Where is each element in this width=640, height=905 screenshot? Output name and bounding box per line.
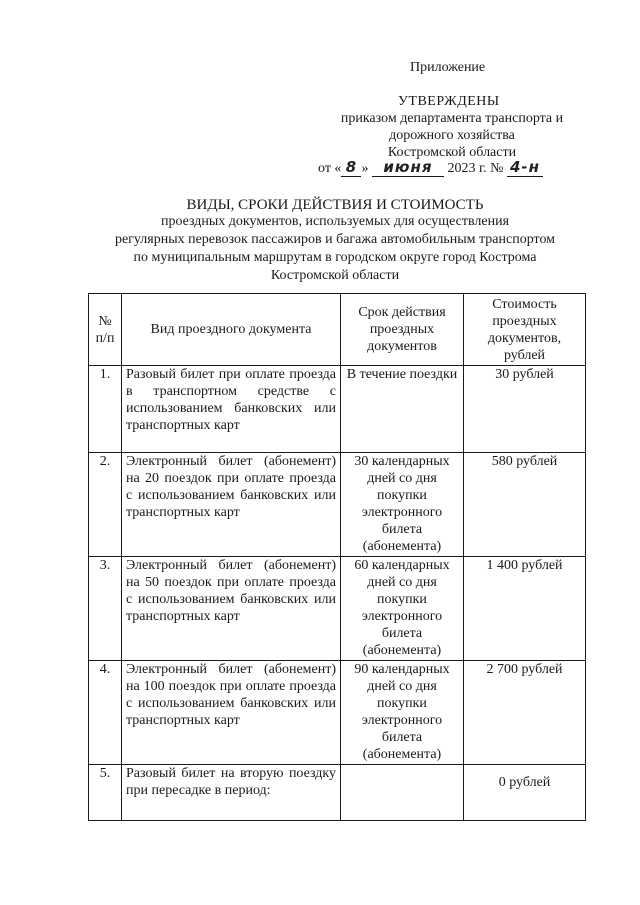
row-term: 90 календарных дней со дня покупки электронного билета (абонемента) (341, 661, 464, 765)
row-type: Электронный билет (абонемент) на 50 поездок при оплате проезда с использованием банковских или транспортных карт (122, 557, 341, 661)
subtitle-line-4: Костромской области (270, 268, 400, 283)
header-term: Срок действия проездных документов (341, 294, 464, 366)
approved-label: УТВЕРЖДЕНЫ (398, 94, 500, 109)
header-type: Вид проездного документа (122, 294, 341, 366)
date-month: июня (372, 158, 444, 177)
row-cost: 1 400 рублей (464, 557, 586, 661)
document-title: ВИДЫ, СРОКИ ДЕЙСТВИЯ И СТОИМОСТЬ (186, 197, 484, 213)
table-row (89, 661, 586, 765)
date-prefix: от « (318, 161, 342, 176)
table-header-row (89, 294, 586, 366)
row-type: Электронный билет (абонемент) на 100 поездок при оплате проезда с использованием банковских или транспортных карт (122, 661, 341, 765)
documents-table (88, 293, 586, 821)
order-line-1: приказом департамента транспорта и (340, 111, 564, 126)
row-term (341, 765, 464, 821)
row-type: Электронный билет (абонемент) на 20 поездок при оплате проезда с использованием банковских или транспортных карт (122, 453, 341, 557)
row-num: 2. (89, 453, 122, 557)
table-row (89, 366, 586, 453)
header-cost: Стоимость проездных документов, рублей (464, 294, 586, 366)
table-row (89, 765, 586, 821)
table-row (89, 453, 586, 557)
order-date-line (318, 158, 543, 178)
subtitle-line-3: по муниципальным маршрутам в городском округе город Кострома (133, 250, 537, 265)
row-term: 30 календарных дней со дня покупки электронного билета (абонемента) (341, 453, 464, 557)
row-num: 3. (89, 557, 122, 661)
subtitle-line-1: проездных документов, используемых для осуществления (160, 214, 510, 229)
row-num: 4. (89, 661, 122, 765)
row-type: Разовый билет при оплате проезда в транспортном средстве с использованием банковских или транспортных карт (122, 366, 341, 453)
header-num: № п/п (89, 294, 122, 366)
order-line-2: дорожного хозяйства (389, 128, 515, 143)
date-sep: » (361, 161, 369, 176)
table-row (89, 557, 586, 661)
row-cost: 0 рублей (464, 765, 586, 821)
appendix-label: Приложение (410, 60, 486, 75)
date-day: 8 (341, 158, 361, 177)
row-type: Разовый билет на вторую поездку при пересадке в период: (122, 765, 341, 821)
order-line-3: Костромской области (387, 145, 517, 160)
row-term: 60 календарных дней со дня покупки электронного билета (абонемента) (341, 557, 464, 661)
subtitle-line-2: регулярных перевозок пассажиров и багажа автомобильным транспортом (114, 232, 556, 247)
row-term: В течение поездки (341, 366, 464, 453)
row-num: 5. (89, 765, 122, 821)
row-cost: 30 рублей (464, 366, 586, 453)
row-num: 1. (89, 366, 122, 453)
row-cost: 2 700 рублей (464, 661, 586, 765)
date-year: 2023 г. № (447, 161, 504, 176)
order-number: 4-н (507, 158, 543, 177)
row-cost: 580 рублей (464, 453, 586, 557)
